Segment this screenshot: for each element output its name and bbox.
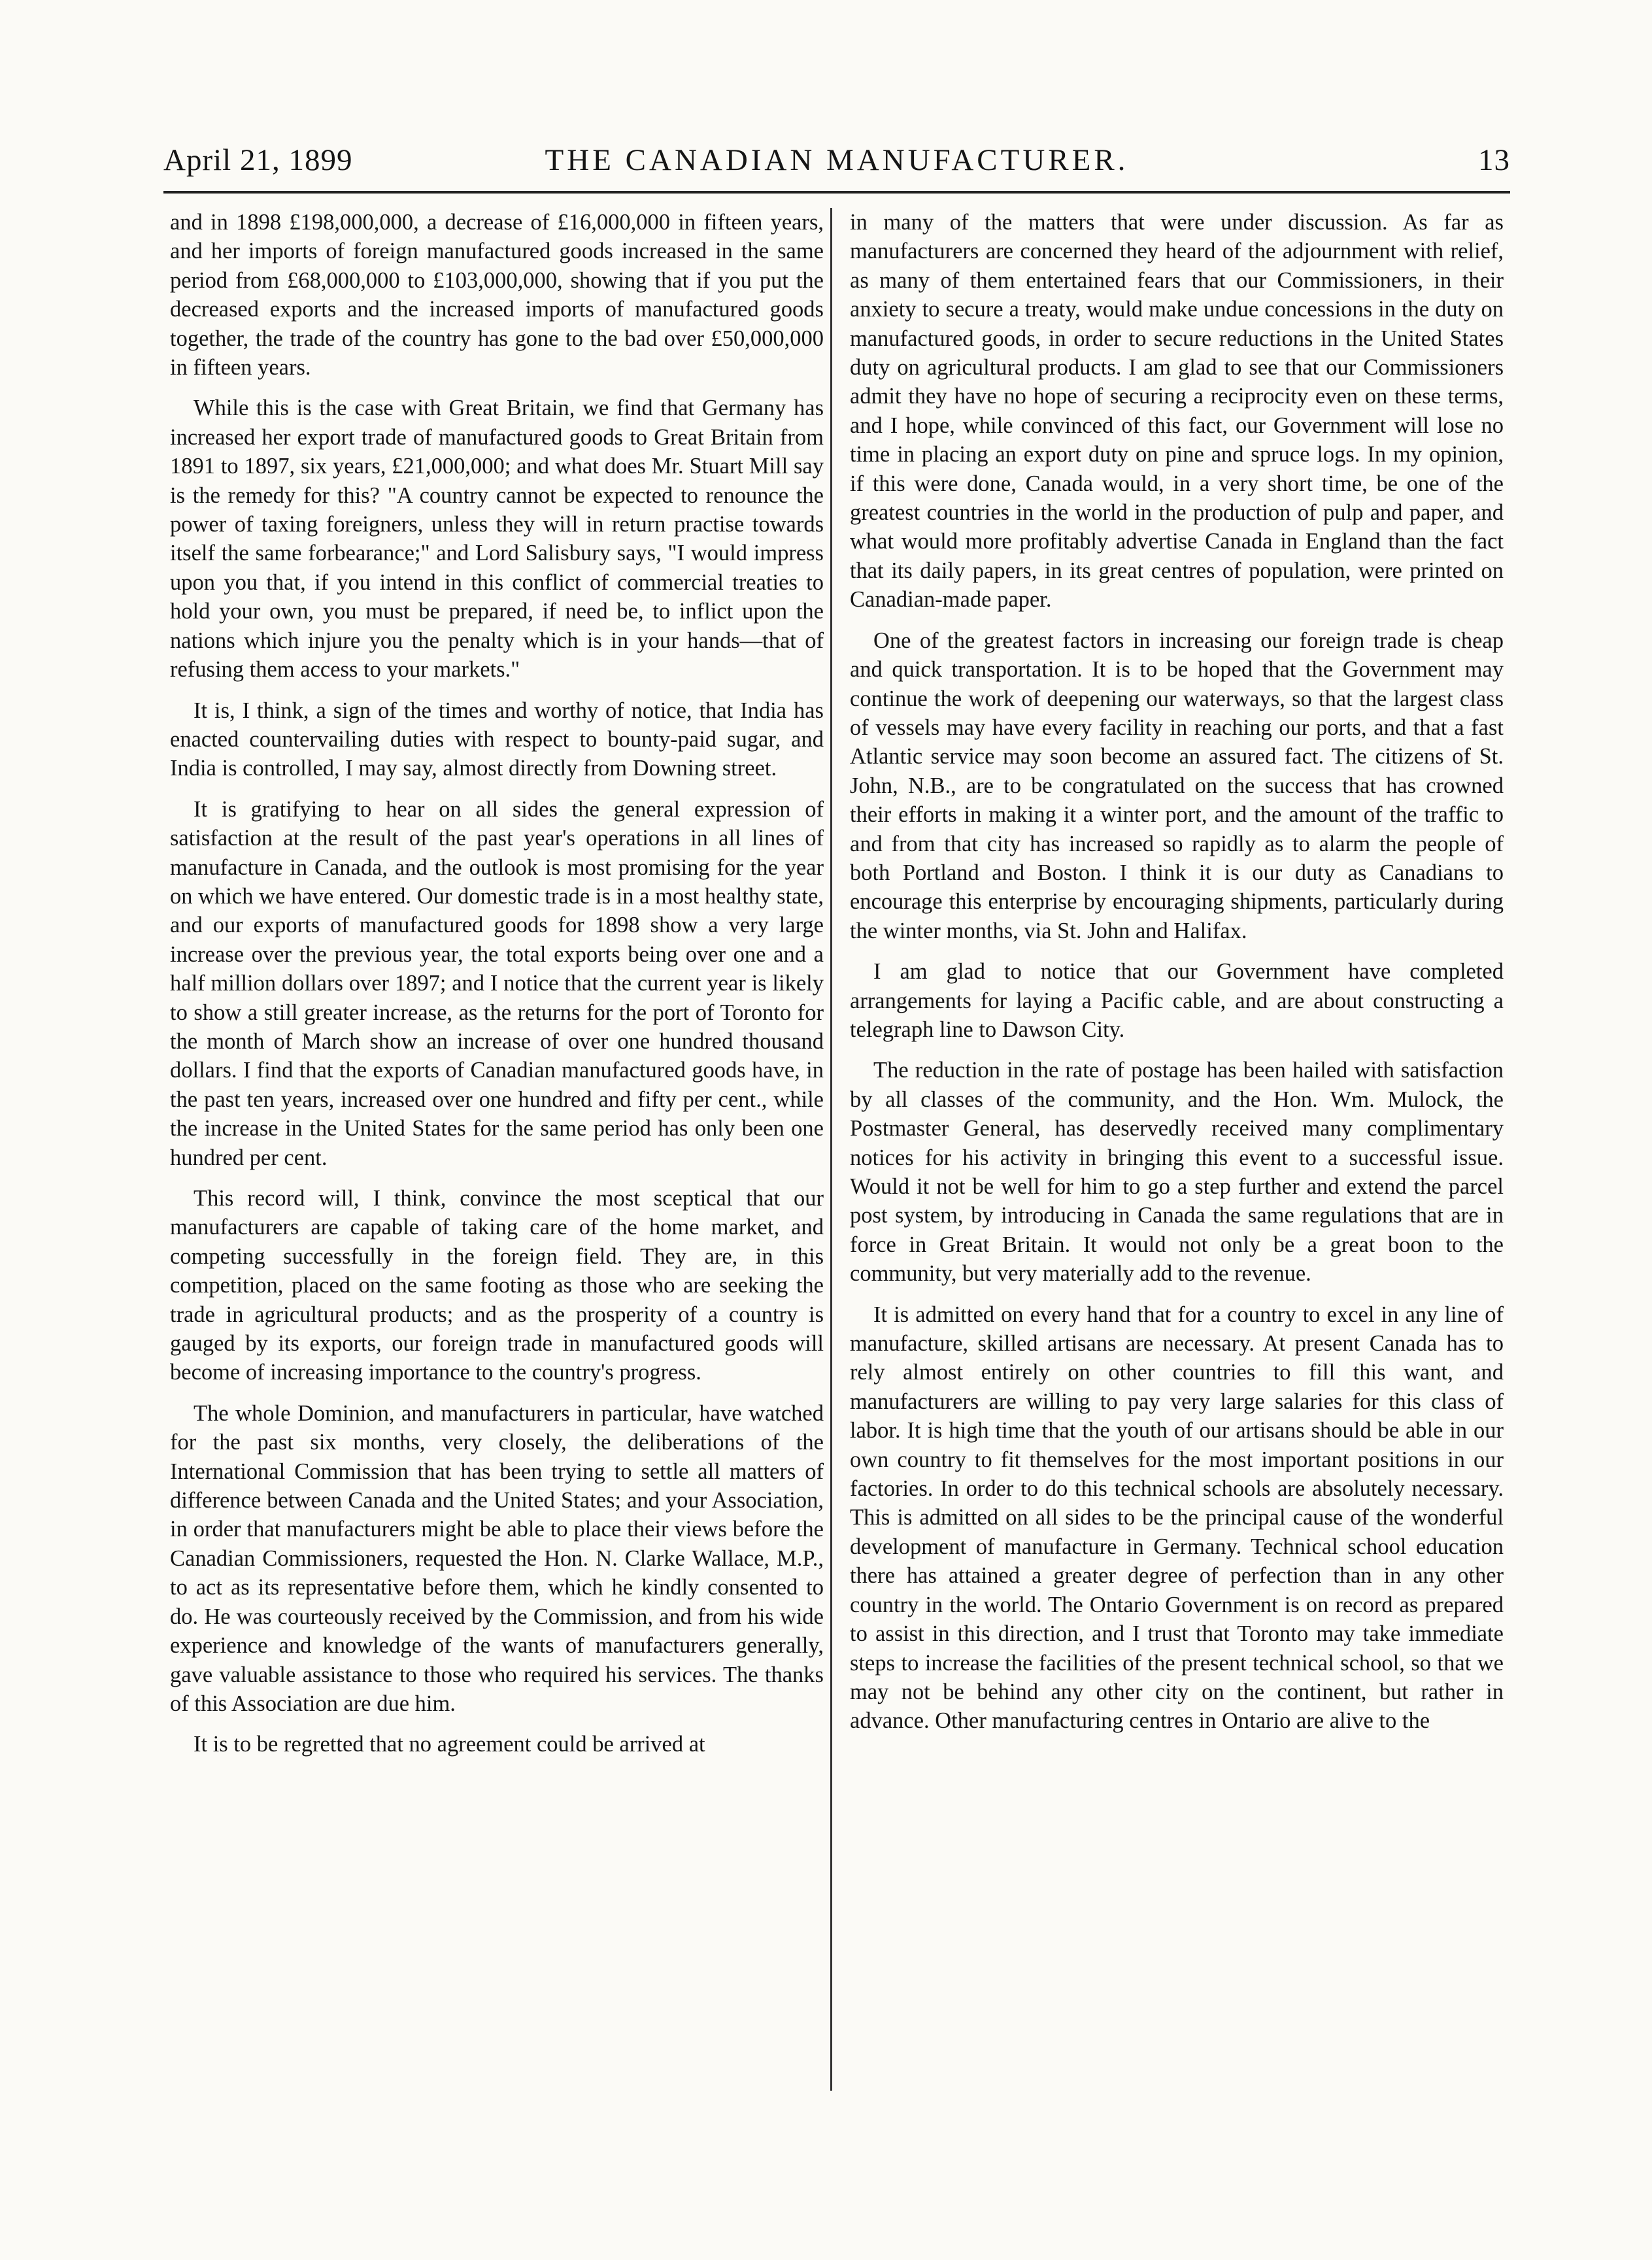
paragraph: One of the greatest factors in increasing our foreign trade is cheap and quick transportation. It is to be hoped that the Government may continue the work of deepening our waterways, so that the largest class of vessels may have every facility in reaching our ports, and that a fast Atlantic service may soon become an assured fact. The citizens of St. John, N.B., are to be congratulated on the success that has crowned their efforts in making it a winter port, and the amount of the traffic to and from that city has increased so rapidly as to alarm the people of both Portland and Boston. I think it is our duty as Canadians to encourage this enterprise by encouraging shipments, particularly during the winter months, via St. John and Halifax. [850,628,1504,943]
paragraph: This record will, I think, convince the most sceptical that our manufacturers are capable of taking care of the home market, and competing successfully in the foreign field. They are, in this competition, placed on the same footing as those who are seeking the trade in agricultural products; and as the prosperity of a country is gauged by its exports, our foreign trade in manufactured goods will become of increasing importance to the country's progress. [170,1186,824,1385]
header-rule [163,191,1510,194]
left-column [170,208,824,1771]
header-date: April 21, 1899 [163,143,353,177]
paragraph: It is, I think, a sign of the times and worthy of notice, that India has enacted countervailing duties with respect to bounty-paid sugar, and India is controlled, I may say, almost directly from Downing street. [170,698,824,781]
right-column [850,208,1504,1747]
paragraph: It is gratifying to hear on all sides the general expression of satisfaction at the result of the past year's operations in all lines of manufacture in Canada, and the outlook is most promising for the year on which we have entered. Our domestic trade is in a most healthy state, and our exports of manufactured goods for 1898 show a very large increase over the previous year, the total exports being over one and a half million dollars over 1897; and I notice that the current year is likely to show a still greater increase, as the returns for the port of Toronto for the month of March show an increase of over one hundred thousand dollars. I find that the exports of Canadian manufactured goods have, in the past ten years, increased over one hundred and fifty per cent., while the increase in the United States for the same period has only been one hundred per cent. [170,796,824,1170]
paragraph: and in 1898 £198,000,000, a decrease of £16,000,000 in fifteen years, and her imports of foreign manufactured goods increased in the same period from £68,000,000 to £103,000,000, showing that if you put the decreased exports and the increased imports of manufactured goods together, the trade of the country has gone to the bad over £50,000,000 in fifteen years. [170,210,824,380]
paragraph: It is to be regretted that no agreement could be arrived at [194,1732,705,1757]
publication-title: THE CANADIAN MANUFACTURER. [545,143,1129,177]
paragraph: While this is the case with Great Britain, we find that Germany has increased her export trade of manufactured goods to Great Britain from 1891 to 1897, six years, £21,000,000; and what does Mr. Stuart Mill say is the remedy for this? "A country cannot be expected to renounce the power of taxing foreigners, unless they will in return practise towards itself the same forbearance;" and Lord Salisbury says, "I would impress upon you that, if you intend in this conflict of commercial treaties to hold your own, you must be prepared, if need be, to inflict upon the nations which injure you the penalty which is in your hands—that of refusing them access to your markets." [170,396,824,683]
paragraph: in many of the matters that were under discussion. As far as manufacturers are concerned they heard of the adjournment with relief, as many of them entertained fears that our Commissioners, in their anxiety to secure a treaty, would make undue concessions in the duty on manufactured goods, in order to secure reductions in the United States duty on agricultural products. I am glad to see that our Commissioners admit they have no hope of securing a reciprocity even on these terms, and I hope, while convinced of this fact, our Government will lose no time in placing an export duty on pine and spruce logs. In my opinion, if this were done, Canada would, in a very short time, be one of the greatest countries in the world in the production of pulp and paper, and what would more profitably advertise Canada in England than the fact that its daily papers, in its great centres of population, were printed on Canadian-made paper. [850,210,1504,613]
paragraph: The whole Dominion, and manufacturers in particular, have watched for the past six months, very closely, the deliberations of the International Commission that has been trying to settle all matters of difference between Canada and the United States; and your Association, in order that manufacturers might be able to place their views before the Canadian Commissioners, requested the Hon. N. Clarke Wallace, M.P., to act as its representative before them, which he kindly consented to do. He was courteously received by the Commission, and from his wide experience and knowledge of the wants of manufacturers generally, gave valuable assistance to those who required his services. The thanks of this Association are due him. [170,1400,824,1716]
page-header [163,131,1510,183]
page-number: 13 [1478,143,1510,177]
paragraph: I am glad to notice that our Government have completed arrangements for laying a Pacific cable, and are about constructing a telegraph line to Dawson City. [850,959,1504,1042]
column-divider [830,208,832,2091]
paragraph: The reduction in the rate of postage has been hailed with satisfaction by all classes of the community, and the Hon. Wm. Mulock, the Postmaster General, has deservedly received many complimentary notices for his activity in bringing this event to a successful issue. Would it not be well for him to go a step further and extend the parcel post system, by introducing in Canada the same regulations that are in force in Great Britain. It would not only be a great boon to the community, but very materially add to the revenue. [850,1058,1504,1287]
paragraph: It is admitted on every hand that for a country to excel in any line of manufacture, skilled artisans are necessary. At present Canada has to rely almost entirely on other countries to fill this want, and manufacturers are willing to pay very large salaries for this class of labor. It is high time that the youth of our artisans should be able in our own country to fit themselves for the most important positions in our factories. In order to do this technical schools are absolutely necessary. This is admitted on all sides to be the principal cause of the wonderful development of manufacture in Germany. Technical school education there has attained a greater degree of perfection than in any other country in the world. The Ontario Government is on record as prepared to assist in this direction, and I trust that Toronto may take immediate steps to increase the facilities of the present technical school, so that we may not be behind any other city on the continent, but rather in advance. Other manufacturing centres in Ontario are alive to the [850,1302,1504,1734]
